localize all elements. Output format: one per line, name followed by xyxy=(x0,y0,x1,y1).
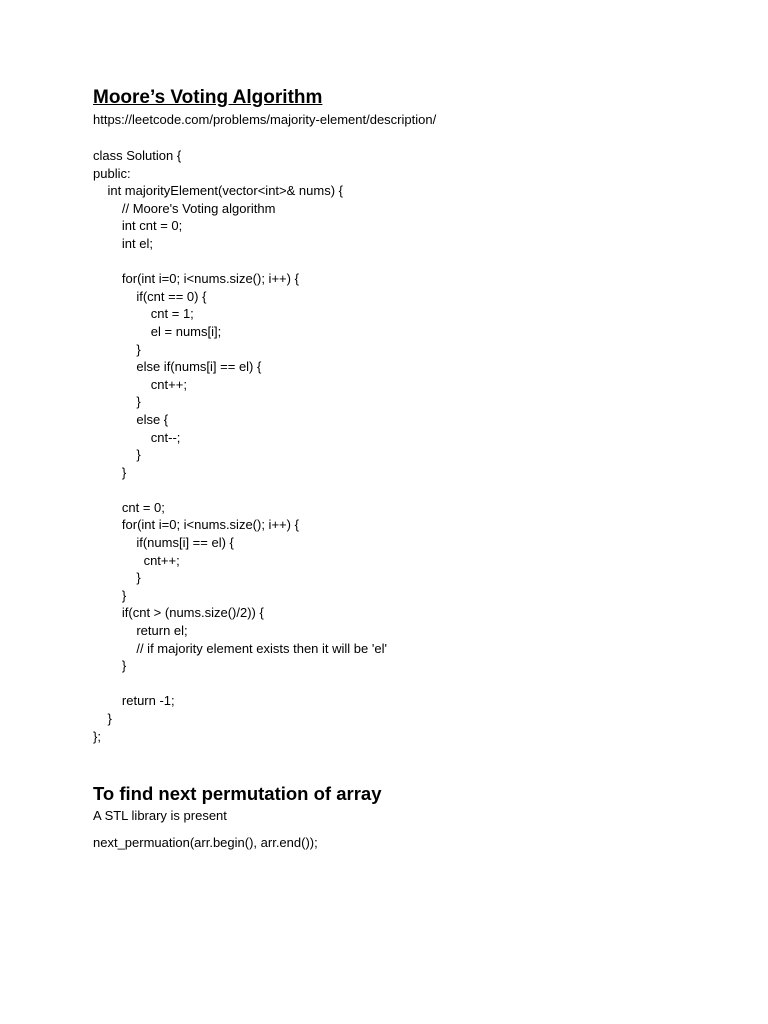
next-permutation-code: next_permuation(arr.begin(), arr.end()); xyxy=(93,835,318,850)
code-line: } xyxy=(93,394,141,410)
code-line: for(int i=0; i<nums.size(); i++) { xyxy=(93,271,299,287)
code-line: cnt++; xyxy=(93,552,180,568)
code-line: } xyxy=(93,464,127,480)
code-line: if(cnt > (nums.size()/2)) { xyxy=(93,605,264,621)
code-line: return el; xyxy=(93,623,188,639)
code-line: else if(nums[i] == el) { xyxy=(93,359,262,375)
code-line: } xyxy=(93,587,127,603)
code-line: int el; xyxy=(93,235,153,251)
problem-link[interactable]: https://leetcode.com/problems/majority-element/description/ xyxy=(93,112,437,127)
code-line: } xyxy=(93,570,141,586)
code-line: cnt = 1; xyxy=(93,306,194,322)
code-line: // if majority element exists then it will be 'el' xyxy=(93,640,387,656)
code-line: cnt = 0; xyxy=(93,499,165,515)
code-line: // Moore's Voting algorithm xyxy=(93,200,276,216)
code-line: if(cnt == 0) { xyxy=(93,288,207,304)
code-line: int cnt = 0; xyxy=(93,218,183,234)
section-title-moores-voting: Moore’s Voting Algorithm xyxy=(93,87,323,108)
code-line: el = nums[i]; xyxy=(93,323,222,339)
code-line xyxy=(93,481,387,499)
code-block xyxy=(93,147,387,745)
code-line: } xyxy=(93,711,112,726)
code-line: for(int i=0; i<nums.size(); i++) { xyxy=(93,517,299,533)
code-line xyxy=(93,675,387,693)
code-line: int majorityElement(vector<int>& nums) { xyxy=(93,183,343,199)
section-title-next-permutation: To find next permutation of array xyxy=(93,783,382,804)
code-line: cnt++; xyxy=(93,376,187,392)
code-line: else { xyxy=(93,411,169,427)
code-line xyxy=(93,253,387,271)
code-line: }; xyxy=(93,728,101,744)
stl-note: A STL library is present xyxy=(93,808,227,823)
code-line: class Solution { xyxy=(93,148,182,163)
code-line: cnt--; xyxy=(93,429,181,445)
code-line: } xyxy=(93,658,127,674)
code-line: public: xyxy=(93,165,131,181)
code-line: } xyxy=(93,447,141,463)
code-line: } xyxy=(93,341,141,357)
code-line: if(nums[i] == el) { xyxy=(93,535,234,551)
code-line: return -1; xyxy=(93,693,175,709)
